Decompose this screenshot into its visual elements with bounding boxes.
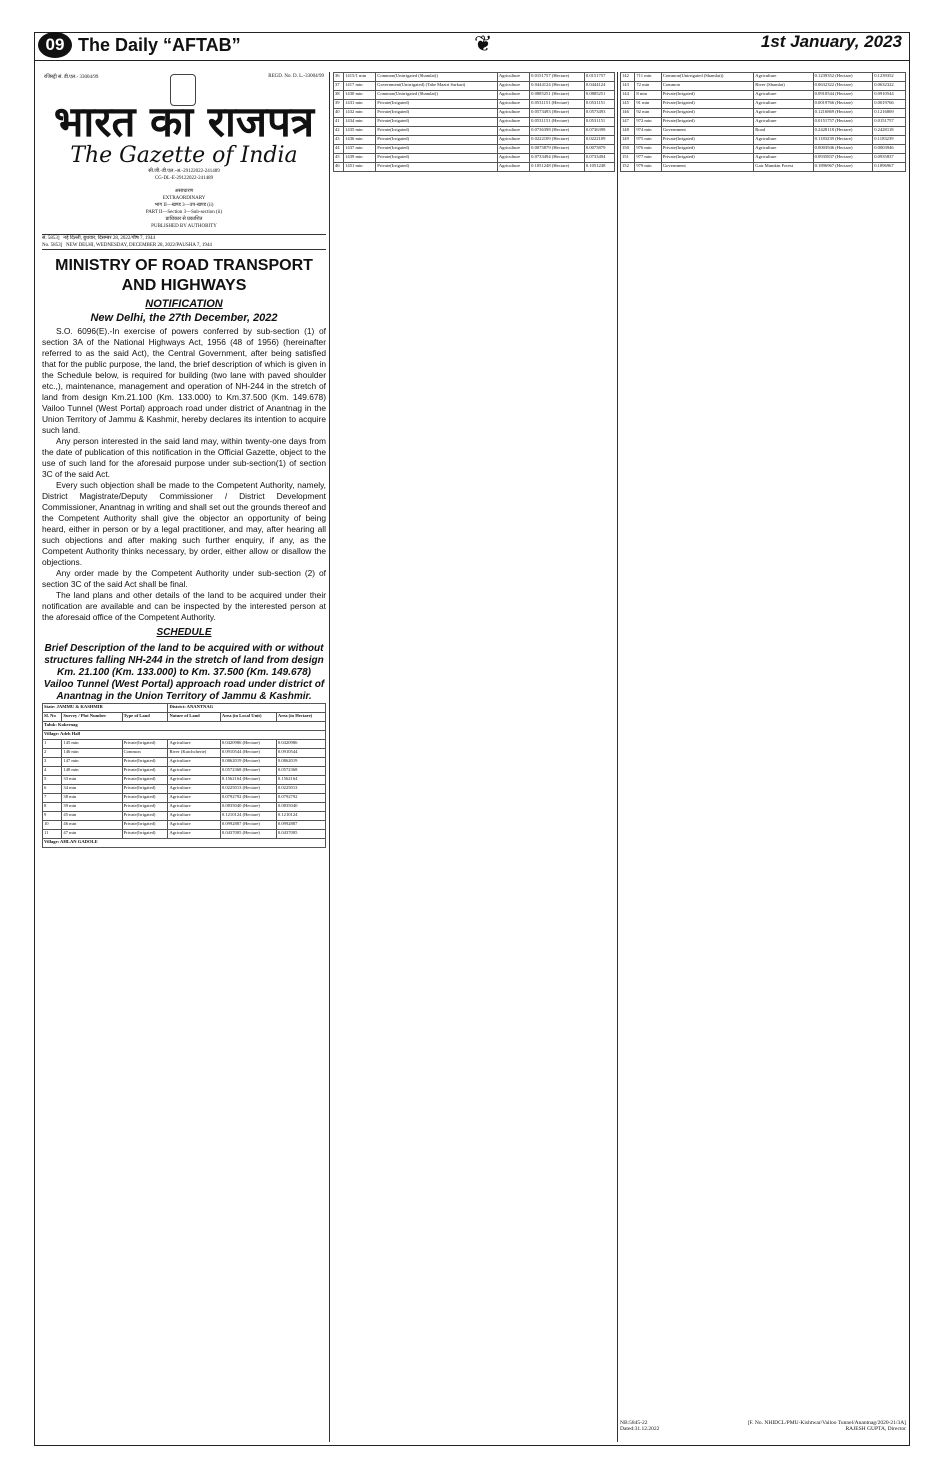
table-cell: 0.0992887 [276, 821, 325, 830]
table-cell: 0.0151757 (Hectare) [813, 118, 873, 127]
table-cell: Private(Irrigated) [122, 830, 168, 839]
table-cell: 0.0572368 (Hectare) [220, 767, 276, 776]
table-cell: 0.1051248 [584, 163, 614, 172]
table-cell: 0.0935837 [873, 154, 906, 163]
village-cell: Village: Adeh Hall [43, 731, 326, 740]
column-rule [329, 72, 330, 1442]
table-cell: Agriculture [754, 154, 813, 163]
table-row [621, 118, 906, 127]
table-cell: 146 [621, 109, 635, 118]
column-rule [617, 72, 618, 1442]
table-cell: 0.0835040 (Hectare) [220, 803, 276, 812]
table-cell: Private(Irrigated) [376, 127, 498, 136]
table-cell: 0.0003946 [873, 145, 906, 154]
table-cell: 0.1051248 (Hectare) [530, 163, 585, 172]
table-cell: 152 [621, 163, 635, 172]
table-row [43, 767, 326, 776]
table-cell: 0.0420986 [276, 740, 325, 749]
table-cell: 0.1210124 [276, 812, 325, 821]
paragraph: The land plans and other details of the land to be acquired under their notification are available and can be inspected by the interested person at the aforesaid office of the Competent Authority. [42, 590, 326, 622]
table-cell: Agriculture [754, 136, 813, 145]
table-row [334, 73, 615, 82]
table-cell: 0.0910544 [276, 749, 325, 758]
table-cell: 1 [43, 740, 62, 749]
table-cell: 0.0444124 [584, 82, 614, 91]
table-cell: 0.0437005 [276, 830, 325, 839]
table-cell: Private(Irrigated) [376, 118, 498, 127]
table-cell: 0.0733494 [584, 154, 614, 163]
authority-hindi: प्राधिकार से प्रकाशित [165, 217, 203, 222]
table-cell: Agriculture [497, 100, 529, 109]
table-cell: Agriculture [168, 767, 220, 776]
schedule-table [333, 72, 615, 172]
table-cell: 0.0632322 [873, 82, 906, 91]
table-cell: Private(Irrigated) [122, 767, 168, 776]
paper-logo-icon: ❦ [474, 32, 493, 57]
table-cell: 3 [43, 758, 62, 767]
table-cell: Agriculture [168, 785, 220, 794]
table-cell: 0.0437005 (Hectare) [220, 830, 276, 839]
table-cell: Private(Irrigated) [122, 821, 168, 830]
table-cell: 43 [334, 136, 344, 145]
table-row [334, 91, 615, 100]
table-cell: 9 [43, 812, 62, 821]
table-cell: 0.0075879 [584, 145, 614, 154]
table-cell: 144 [621, 91, 635, 100]
dated: Dated:31.12.2022 [620, 1426, 660, 1432]
table-cell: 0.0019766 [873, 100, 906, 109]
table-cell: Private(Irrigated) [376, 145, 498, 154]
table-row [621, 73, 906, 82]
table-cell: Government [661, 127, 753, 136]
table-cell: Private(Irrigated) [661, 154, 753, 163]
table-cell: Private(Irrigated) [376, 109, 498, 118]
table-cell: 1436 min [344, 136, 376, 145]
part-hindi: भाग II—खण्ड 3—उप-खण्ड (ii) [154, 203, 214, 208]
table-cell: 1437 min [344, 145, 376, 154]
table-cell: 1435 min [344, 127, 376, 136]
table-cell: 0.1210124 (Hectare) [220, 812, 276, 821]
table-cell: 45 min [62, 812, 122, 821]
table-cell: 1451 min [344, 163, 376, 172]
table-cell: 0.1562164 [276, 776, 325, 785]
table-cell: 1434 min [344, 118, 376, 127]
table-cell: 0.0003946 (Hectare) [813, 145, 873, 154]
table-cell: 0.0573493 (Hectare) [530, 109, 585, 118]
table-cell: 47 min [62, 830, 122, 839]
extraordinary-hindi: असाधारण [174, 189, 194, 194]
table-cell: 148 [621, 127, 635, 136]
table-cell: 41 [334, 118, 344, 127]
table-row [43, 776, 326, 785]
table-row [334, 100, 615, 109]
table-cell: Agriculture [168, 758, 220, 767]
table-cell: 6 [43, 785, 62, 794]
table-cell: Agriculture [168, 812, 220, 821]
signatory: RAJESH GUPTA, Director [845, 1426, 906, 1432]
table-cell: 10 [43, 821, 62, 830]
table-cell: 147 [621, 118, 635, 127]
table-cell: River (Kutchcherie) [168, 749, 220, 758]
table-cell: 1415/1 min [344, 73, 376, 82]
table-row [334, 154, 615, 163]
table-cell: 148 min [62, 767, 122, 776]
paragraph: Every such objection shall be made to the Competent Authority, namely, District Magistrate/Deputy Commissioner / District Development Commissioner, Anantnag in writing and shall set out the grounds thereof and the Competent Authority shall give the objector an opportunity of being heard, either in person or by a legal practitioner, and may, after hearing all such objections and after making such further enquiry, if any, as the Competent Authority thinks necessary, by order, either allow or disallow the objections. [42, 480, 326, 567]
table-cell: Agriculture [497, 163, 529, 172]
table-cell: 0.1896967 [873, 163, 906, 172]
table-cell: 142 [621, 73, 635, 82]
table-cell: 0.2428118 (Hectare) [813, 127, 873, 136]
table-cell: 1430 min [344, 91, 376, 100]
table-cell: 0.0225013 [276, 785, 325, 794]
table-row [334, 109, 615, 118]
table-cell: 44 [334, 145, 344, 154]
table-cell: Private(Irrigated) [376, 154, 498, 163]
issue-date-en: NEW DELHI, WEDNESDAY, DECEMBER 28, 2022/PAUSHA 7, 1944 [66, 243, 212, 248]
table-row [43, 785, 326, 794]
table-cell: 972 min [635, 118, 661, 127]
column-3 [620, 72, 906, 1442]
national-emblem-icon [170, 74, 196, 106]
table-row [43, 740, 326, 749]
table-cell: Private(Irrigated) [122, 794, 168, 803]
table-row [621, 100, 906, 109]
table-row [621, 109, 906, 118]
table-cell: 145 [621, 100, 635, 109]
table-row [43, 794, 326, 803]
paragraph: Any person interested in the said land may, within twenty-one days from the date of publication of this notification in the Official Gazette, object to the use of such land for the aforesaid purpose under sub-section(1) of section 3C of the said Act. [42, 436, 326, 479]
table-cell: 0.0222109 (Hectare) [530, 136, 585, 145]
table-cell: 0.0573493 [584, 109, 614, 118]
table-cell: Agriculture [168, 740, 220, 749]
table-row [43, 830, 326, 839]
table-cell: 0.0151757 [584, 73, 614, 82]
table-cell: Agriculture [754, 109, 813, 118]
table-row [43, 758, 326, 767]
table-cell: Private(Irrigated) [122, 785, 168, 794]
table-cell: 0.0222109 [584, 136, 614, 145]
table-cell: 0.0151757 [873, 118, 906, 127]
issue-date-hindi: नई दिल्ली, बुधवार, दिसम्बर 28, 2022/पौष 7, 1944 [63, 236, 155, 241]
table-cell: 979 min [635, 163, 661, 172]
table-cell: 0.1216869 (Hectare) [813, 109, 873, 118]
table-cell: 91 min [635, 100, 661, 109]
part: PART II—Section 3—Sub-section (ii) [145, 210, 223, 215]
schedule-heading: SCHEDULE [156, 627, 212, 638]
table-cell: 0.0733494 (Hectare) [530, 154, 585, 163]
col-header: Sl. No [43, 713, 62, 722]
table-cell: 0.0885251 [584, 91, 614, 100]
table-cell: Private(Irrigated) [661, 136, 753, 145]
table-row [621, 145, 906, 154]
table-cell: Agriculture [497, 82, 529, 91]
col-header: Area (in Hectare) [276, 713, 325, 722]
table-cell: 0.0420986 (Hectare) [220, 740, 276, 749]
table-cell: 0.1183239 [873, 136, 906, 145]
table-cell: 1432 min [344, 109, 376, 118]
table-cell: 37 [334, 82, 344, 91]
paper-name: The Daily “AFTAB” [78, 34, 241, 55]
table-cell: 975 min [635, 136, 661, 145]
table-cell: 42 [334, 127, 344, 136]
table-cell: 38 [334, 91, 344, 100]
table-cell: 8 [43, 803, 62, 812]
table-cell: 0.1239352 [873, 73, 906, 82]
table-cell: Private(Irrigated) [122, 776, 168, 785]
table-cell: 0.0632322 (Hectare) [813, 82, 873, 91]
table-cell: Agriculture [497, 91, 529, 100]
table-cell: 977 min [635, 154, 661, 163]
col-header: Survey / Plot Number [62, 713, 122, 722]
table-cell: 151 [621, 154, 635, 163]
table-row [621, 91, 906, 100]
table-cell: 0.0444124 (Hectare) [530, 82, 585, 91]
state-cell: State: JAMMU & KASHMIR [43, 704, 168, 713]
table-cell: 34 min [62, 785, 122, 794]
table-cell: 150 [621, 145, 635, 154]
table-cell: 0.0792792 [276, 794, 325, 803]
table-cell: 0.0531151 [584, 118, 614, 127]
gazette-title: The Gazette of India [70, 143, 298, 168]
table-cell: 0.0151757 (Hectare) [530, 73, 585, 82]
table-row [334, 118, 615, 127]
schedule-table [42, 703, 326, 848]
table-cell: Common(Unirrigated (Shamlat)) [376, 73, 498, 82]
table-cell: 46 [334, 163, 344, 172]
table-cell: Gair Mumkin Forest [754, 163, 813, 172]
table-cell: Agriculture [168, 830, 220, 839]
reg-number: REGD. No. D. L.-33004/99 [268, 74, 324, 79]
table-row [334, 163, 615, 172]
table-cell: 45 [334, 154, 344, 163]
ministry-title: MINISTRY OF ROAD TRANSPORT AND HIGHWAYS [55, 257, 313, 294]
table-cell: 711 min [635, 73, 661, 82]
table-cell: Agriculture [497, 145, 529, 154]
schedule-table [620, 72, 906, 172]
table-cell: Agriculture [754, 91, 813, 100]
table-cell: Private(Irrigated) [376, 136, 498, 145]
table-cell: 0.0792792 (Hectare) [220, 794, 276, 803]
table-cell: 0.0910544 (Hectare) [220, 749, 276, 758]
table-cell: Government [661, 163, 753, 172]
file-number: [F. No. NHIDCL/PMU-Kishtwar/Vailoo Tunnel/Anantnag/2020-21/3A] [747, 1420, 906, 1426]
table-cell: Agriculture [168, 794, 220, 803]
table-cell: Private(Irrigated) [122, 758, 168, 767]
table-cell: Private(Irrigated) [661, 118, 753, 127]
table-cell: 0.1896967 (Hectare) [813, 163, 873, 172]
table-cell: 40 [334, 109, 344, 118]
table-row [334, 82, 615, 91]
table-cell: 46 min [62, 821, 122, 830]
table-cell: Agriculture [168, 803, 220, 812]
issue-no-hindi: सं. 5853] [42, 236, 60, 241]
table-cell: 0.0736398 (Hectare) [530, 127, 585, 136]
table-row [621, 154, 906, 163]
table-cell: 0.0862019 [276, 758, 325, 767]
table-cell: 0.0736398 [584, 127, 614, 136]
table-cell: Agriculture [497, 154, 529, 163]
table-cell: Agriculture [754, 145, 813, 154]
table-row [334, 127, 615, 136]
table-cell: Private(Irrigated) [661, 109, 753, 118]
table-cell: 2 [43, 749, 62, 758]
table-row [43, 749, 326, 758]
notification-heading: NOTIFICATION [145, 298, 223, 310]
table-cell: 0.0531151 [584, 100, 614, 109]
table-cell: 36 [334, 73, 344, 82]
table-cell: 0.0862019 (Hectare) [220, 758, 276, 767]
table-cell: 0.0910544 [873, 91, 906, 100]
table-cell: Common [661, 82, 753, 91]
table-cell: 0.1562164 (Hectare) [220, 776, 276, 785]
table-cell: 1417 min [344, 82, 376, 91]
table-cell: 0.0835040 [276, 803, 325, 812]
table-cell: Government(Unirrigated) (Tabe Maziri Sarkari) [376, 82, 498, 91]
table-cell: 0.0910544 (Hectare) [813, 91, 873, 100]
gazette-hindi-title: भारत का राजपत्र [53, 97, 315, 146]
cg-code-hindi: सी.जी.-डी.एल.-अ.-29122022-241489 [148, 169, 220, 174]
table-cell: 974 min [635, 127, 661, 136]
table-cell: 1439 min [344, 154, 376, 163]
nb-number: NB:5845-22 [620, 1420, 648, 1426]
table-cell: 39 [334, 100, 344, 109]
table-cell: Private(Irrigated) [122, 740, 168, 749]
issue-no: No. 5853] [42, 243, 63, 248]
schedule-description: Brief Description of the land to be acquired with or without structures falling NH-244 in the stretch of land from design Km. 21.100 (Km. 133.000) to Km. 37.500 (Km. 149.678) Vailoo Tunnel (West Portal) approach road under district of Anantnag in the Union Territory of Jammu & Kashmir. [43, 643, 325, 702]
column-2 [333, 72, 615, 1442]
table-cell: 39 min [62, 803, 122, 812]
notification-place-date: New Delhi, the 27th December, 2022 [90, 312, 278, 324]
table-cell: Agriculture [754, 100, 813, 109]
table-cell: Agriculture [497, 127, 529, 136]
table-cell: Private(Irrigated) [376, 100, 498, 109]
table-cell: 92 min [635, 109, 661, 118]
table-cell: 7 [43, 794, 62, 803]
table-cell: 11 [43, 830, 62, 839]
table-cell: 8 min [635, 91, 661, 100]
table-cell: Private(Irrigated) [122, 803, 168, 812]
table-row [334, 136, 615, 145]
table-cell: 0.1216869 [873, 109, 906, 118]
table-row [334, 145, 615, 154]
table-cell: 0.0885251 (Hectare) [530, 91, 585, 100]
table-cell: Common [122, 749, 168, 758]
table-row [621, 136, 906, 145]
table-row [621, 82, 906, 91]
table-cell: 145 min [62, 740, 122, 749]
village-cell: Village: AHLAN GADOLE [43, 839, 326, 848]
table-cell: Common(Unirrigated (Shamlat)) [376, 91, 498, 100]
table-row [621, 163, 906, 172]
reg-number-hindi: रजिस्ट्री सं. डी.एल.- 33004/99 [44, 75, 99, 80]
newspaper-header [34, 30, 910, 61]
col-header: Nature of Land [168, 713, 220, 722]
table-cell: 0.0935837 (Hectare) [813, 154, 873, 163]
extraordinary: EXTRAORDINARY [162, 196, 206, 201]
table-cell: 976 min [635, 145, 661, 154]
table-cell: 0.0019766 (Hectare) [813, 100, 873, 109]
table-cell: 0.0992887 (Hectare) [220, 821, 276, 830]
footer [620, 1420, 906, 1432]
table-cell: 72 min [635, 82, 661, 91]
table-cell: 0.1239352 (Hectare) [813, 73, 873, 82]
table-cell: 33 min [62, 776, 122, 785]
table-row [43, 803, 326, 812]
table-cell: 38 min [62, 794, 122, 803]
table-cell: Private(Irrigated) [376, 163, 498, 172]
table-cell: 143 [621, 82, 635, 91]
table-cell: 0.0572368 [276, 767, 325, 776]
table-row [621, 127, 906, 136]
cg-code: CG-DL-E-29122022-241489 [154, 176, 214, 181]
table-cell: 0.0225013 (Hectare) [220, 785, 276, 794]
paragraph: S.O. 6096(E).-In exercise of powers conferred by sub-section (1) of section 3A of the National Highways Act, 1956 (48 of 1956) (hereinafter referred to as the said Act), the Central Government, after being satisfied that for the public purpose, the land, the brief description of which is given in the Schedule below, is required for building (two lane with paved shoulder etc.,), maintenance, management and operation of NH-244 in the stretch of land from design Km.21.100 (Km. 133.000) to Km.37.500 (Km. 149.678) Vailoo Tunnel (West Portal) approach road under district of Anantnag in the Union Territory of Jammu & Kashmir, hereby declares its intention to acquire such land. [42, 326, 326, 435]
paragraph: Any order made by the Competent Authority under sub-section (2) of section 3C of the said Act shall be final. [42, 568, 326, 589]
table-cell: River (Shamlat) [754, 82, 813, 91]
table-cell: 0.0531151 (Hectare) [530, 100, 585, 109]
table-row [43, 821, 326, 830]
table-cell: Agriculture [168, 821, 220, 830]
table-cell: Agriculture [497, 118, 529, 127]
table-cell: Private(Irrigated) [661, 145, 753, 154]
table-cell: 0.0531151 (Hectare) [530, 118, 585, 127]
table-cell: 147 min [62, 758, 122, 767]
table-cell: 0.2428118 [873, 127, 906, 136]
table-cell: 146 min [62, 749, 122, 758]
table-row [43, 812, 326, 821]
table-cell: 4 [43, 767, 62, 776]
table-cell: Private(Irrigated) [122, 812, 168, 821]
district-cell: District: ANANTNAG [168, 704, 326, 713]
table-cell: Private(Irrigated) [661, 100, 753, 109]
table-cell: Agriculture [497, 109, 529, 118]
table-cell: Agriculture [497, 73, 529, 82]
table-cell: Agriculture [754, 118, 813, 127]
issue-date: 1st January, 2023 [760, 32, 902, 51]
table-cell: Road [754, 127, 813, 136]
table-cell: 5 [43, 776, 62, 785]
table-cell: 0.1183239 (Hectare) [813, 136, 873, 145]
page-number: 09 [38, 32, 72, 58]
table-cell: 0.0075879 (Hectare) [530, 145, 585, 154]
table-cell: Agriculture [168, 776, 220, 785]
col-header: Area (in Local Unit) [220, 713, 276, 722]
column-1 [42, 72, 326, 1442]
table-cell: Agriculture [754, 73, 813, 82]
table-cell: 1431 min [344, 100, 376, 109]
table-cell: Agriculture [497, 136, 529, 145]
table-cell: Common(Unirrigated (Shamlat)) [661, 73, 753, 82]
col-header: Type of Land [122, 713, 168, 722]
authority: PUBLISHED BY AUTHORITY [151, 224, 217, 229]
notification-body [42, 326, 326, 623]
tehsil-cell: Taluk: Kokernag [43, 722, 326, 731]
table-cell: Private(Irrigated) [661, 91, 753, 100]
table-cell: 149 [621, 136, 635, 145]
